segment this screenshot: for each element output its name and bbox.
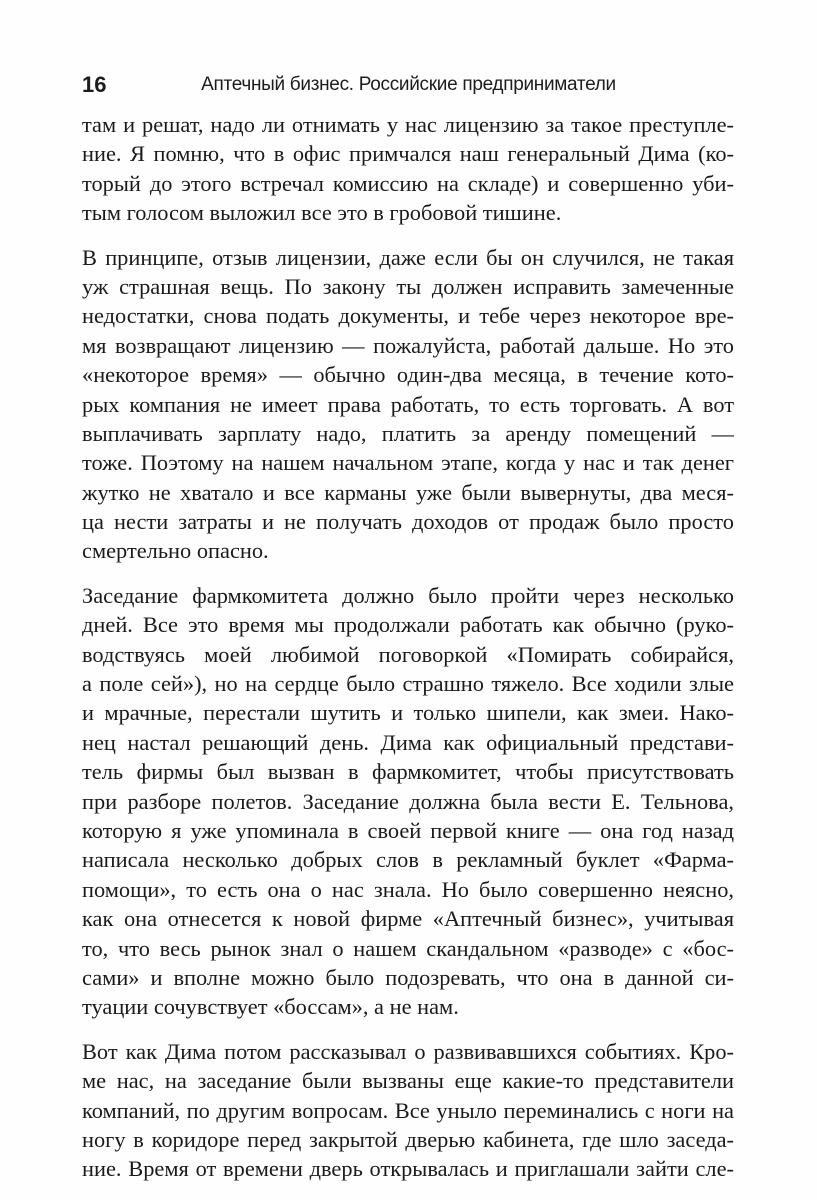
- text-line: недостатки, снова подать документы, и тебе через некоторое вре-: [82, 303, 734, 329]
- text-line: там и решат, надо ли отнимать у нас лицензию за такое преступле-: [82, 112, 734, 137]
- paragraph: [82, 1037, 734, 1184]
- text-line: дней. Все это время мы продолжали работать как обычно (руко-: [82, 612, 734, 638]
- text-line: нец настал решающий день. Дима как официальный представи-: [82, 729, 734, 755]
- text-line: мя возвращают лицензию — пожалуйста, работай дальше. Но это: [82, 332, 734, 358]
- paragraph: [82, 243, 734, 566]
- text-line: как она отнесется к новой фирме «Аптечный бизнес», учитывая: [82, 906, 734, 932]
- text-line: смертельно опасно.: [82, 538, 269, 564]
- text-line: при разборе полетов. Заседание должна была вести Е. Тельнова,: [82, 788, 734, 814]
- page-number: 16: [82, 72, 107, 97]
- text-line: написала несколько добрых слов в рекламный буклет «Фарма-: [82, 847, 734, 873]
- text-line: туации сочувствует «боссам», а не нам.: [82, 994, 459, 1020]
- text-line: ме нас, на заседание были вызваны еще какие-то представители: [82, 1068, 734, 1094]
- text-line: ца нести затраты и не получать доходов от продаж было просто: [82, 509, 734, 535]
- text-line: рых компания не имеет права работать, то есть торговать. А вот: [82, 391, 734, 417]
- text-line: «некоторое время» — обычно один-два месяца, в течение кото-: [82, 362, 734, 388]
- text-line: ние. Я помню, что в офис примчался наш генеральный Дима (ко-: [82, 141, 734, 167]
- text-line: а поле сей»), но на сердце было страшно тяжело. Все ходили злые: [82, 671, 734, 697]
- text-line: компаний, по другим вопросам. Все уныло переминались с ноги на: [82, 1097, 734, 1123]
- body-text: [82, 110, 734, 1199]
- paragraph: [82, 110, 734, 228]
- text-line: и мрачные, перестали шутить и только шипели, как змеи. Нако-: [82, 700, 734, 726]
- text-line: ние. Время от времени дверь открывалась и приглашали зайти сле-: [82, 1156, 734, 1182]
- running-title: Аптечный бизнес. Российские предприниматели: [201, 74, 616, 95]
- text-line: сами» и вполне можно было подозревать, что она в данной си-: [82, 964, 734, 990]
- text-line: торый до этого встречал комиссию на складе) и совершенно уби-: [82, 170, 734, 196]
- text-line: уж страшная вещь. По закону ты должен исправить замеченные: [82, 273, 734, 299]
- text-line: жутко не хватало и все карманы уже были вывернуты, два меся-: [82, 479, 734, 505]
- text-line: Вот как Дима потом рассказывал о развивавшихся событиях. Кро-: [82, 1038, 734, 1064]
- text-line: помощи», то есть она о нас знала. Но было совершенно неясно,: [82, 876, 734, 902]
- text-line: Заседание фармкомитета должно было пройти через несколько: [82, 582, 734, 608]
- text-line: которую я уже упоминала в своей первой книге — она год назад: [82, 817, 734, 843]
- text-line: тым голосом выложил все это в гробовой тишине.: [82, 200, 562, 226]
- paragraph: [82, 581, 734, 1022]
- text-line: тоже. Поэтому на нашем начальном этапе, когда у нас и так денег: [82, 450, 734, 476]
- page-header: [82, 70, 735, 100]
- text-line: водствуясь моей любимой поговоркой «Помирать собирайся,: [82, 641, 734, 667]
- text-line: тель фирмы был вызван в фармкомитет, чтобы присутствовать: [82, 759, 734, 785]
- text-line: ногу в коридоре перед закрытой дверью кабинета, где шло заседа-: [82, 1126, 734, 1152]
- text-line: В принципе, отзыв лицензии, даже если бы он случился, не такая: [82, 244, 734, 270]
- text-line: выплачивать зарплату надо, платить за аренду помещений —: [82, 420, 734, 446]
- text-line: то, что весь рынок знал о нашем скандальном «разводе» с «бос-: [82, 935, 734, 961]
